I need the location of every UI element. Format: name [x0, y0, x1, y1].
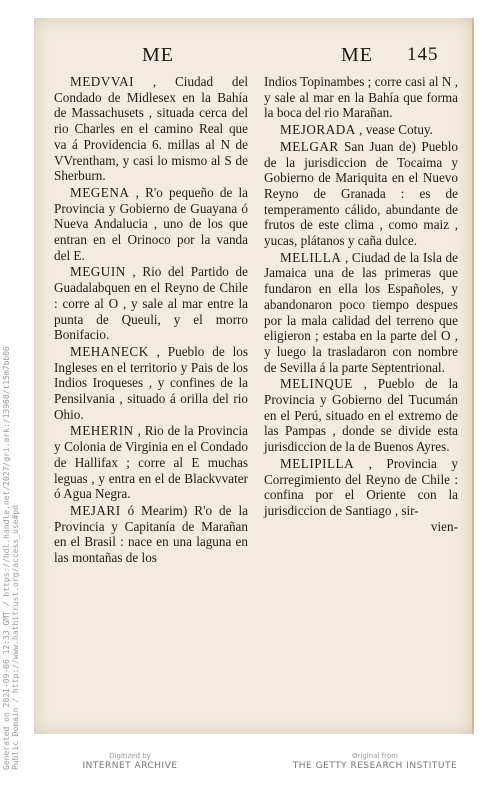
- entry-text: , Provincia y Corregimiento del Reyno de Chile : confina por el Oriente con la jurisdiccion de Santiago , sir-: [264, 455, 458, 518]
- entry-meguin: [54, 264, 248, 343]
- entry-megena: [54, 185, 248, 264]
- page-number: 145: [407, 44, 439, 65]
- catchword: vien-: [430, 518, 458, 534]
- headword: MEJORADA: [280, 122, 356, 138]
- headword: MEDVVAI: [70, 74, 135, 89]
- entry-continuation: [264, 74, 458, 121]
- entry-text: , vease Cotuy.: [355, 122, 433, 138]
- entry-text: , R'o pequeño de la Provincia y Gobierno de Guayana ó Nueva Andalucia , uno de los que entran en el Orinoco por la vanda del E.: [54, 184, 248, 263]
- headword: MEHERIN: [70, 423, 134, 439]
- entry-melilla: [264, 250, 458, 376]
- watermark-line-2: Public Domain / http://www.hathitrust.org/access_use#pd: [11, 505, 20, 770]
- right-running-head: ME: [341, 44, 373, 66]
- entry-medvvai: [54, 74, 248, 184]
- headword: MEGENA: [70, 184, 130, 200]
- entry-meherin: [54, 423, 248, 502]
- digitized-by-label: Digitized by: [109, 752, 151, 760]
- entry-text: , Ciudad de la Isla de Jamaica una de las primeras que fundaron en ella los Españoles, y abandonaron poco tiempo despues por la mala calidad del terreno que eligieron ; estaba en la parte del O , y luego la trasladaron con nombre de Sevilla á la parte Septentrional.: [264, 249, 458, 375]
- headword: MELILLA: [280, 249, 342, 265]
- scanned-page: [34, 18, 474, 734]
- internet-archive-label: INTERNET ARCHIVE: [82, 761, 178, 771]
- getty-institute-label: THE GETTY RESEARCH INSTITUTE: [292, 761, 458, 771]
- entry-text: , Ciudad del Condado de Midlesex en la Bahía de Massachusets , situada cerca del rio Charles en el camino Real que va á Providencia 6. millas al N de VVrentham, y casi lo mismo al S de Sherburn.: [54, 74, 248, 184]
- entry-text: , Pueblo de la Provincia y Gobierno del Tucumán en el Perú, situado en el extremo de las Pampas , donde se divide esta jurisdiccion de la de Buenos Ayres.: [264, 376, 458, 455]
- entry-melinque: [264, 376, 458, 455]
- right-column: [264, 74, 458, 534]
- entry-mejorada: [264, 122, 458, 138]
- entry-mejari: [54, 503, 248, 566]
- entry-text: San Juan de) Pueblo de la jurisdiccion de Tocaima y Gobierno de Mariquita en el Nuevo Reyno de Granada : es de temperamento cálido, abundante de frutos de este clima , como maiz , yucas, plátanos y caña dulce.: [264, 138, 458, 249]
- entry-text: Indios Topinambes ; corre casi al N , y sale al mar en la Bahía que forma la boca del rio Marañan.: [264, 74, 458, 121]
- entry-text: ó Mearim) R'o de la Provincia y Capitanía de Marañan en el Brasil : nace en una laguna en las montañas de los: [54, 502, 248, 566]
- entry-text: , Pueblo de los Ingleses en el territorio y Pais de los Indios Iroqueses , y confines de la Pensilvania , situado á orilla del rio Ohio.: [54, 343, 248, 422]
- original-from-credit: [280, 752, 470, 771]
- headword: MEHANECK: [70, 343, 149, 359]
- entry-melgar: [264, 139, 458, 249]
- entry-melipilla: [264, 456, 458, 519]
- headword: MEGUIN: [70, 264, 126, 280]
- watermark-line-1: Generated on 2021-09-06 12:33 GMT / https://hdl.handle.net/2027/gri.ark:/13960/t15m7bb06: [2, 346, 11, 770]
- entry-mehaneck: [54, 344, 248, 423]
- entry-text: , Rio del Partido de Guadalabquen en el Reyno de Chile : corre al O , y sale al mar entre la punta de Queuli, y el morro Bonifacio.: [54, 264, 248, 343]
- headword: MEJARI: [70, 502, 121, 518]
- left-running-head: ME: [142, 44, 174, 66]
- hathitrust-watermark: [2, 250, 18, 770]
- entry-text: , Rio de la Provincia y Colonia de Virginia en el Condado de Hallifax ; corre al E muchas leguas , y entra en el de Blackvvater ó Agua Negra.: [54, 423, 248, 502]
- digitized-by-credit: [70, 752, 190, 771]
- original-from-label: Original from: [352, 752, 398, 760]
- headword: MELIPILLA: [280, 455, 355, 471]
- running-header: [34, 44, 472, 74]
- headword: MELINQUE: [280, 376, 353, 392]
- footer: [0, 752, 490, 792]
- headword: MELGAR: [280, 138, 339, 154]
- left-column: [54, 74, 248, 566]
